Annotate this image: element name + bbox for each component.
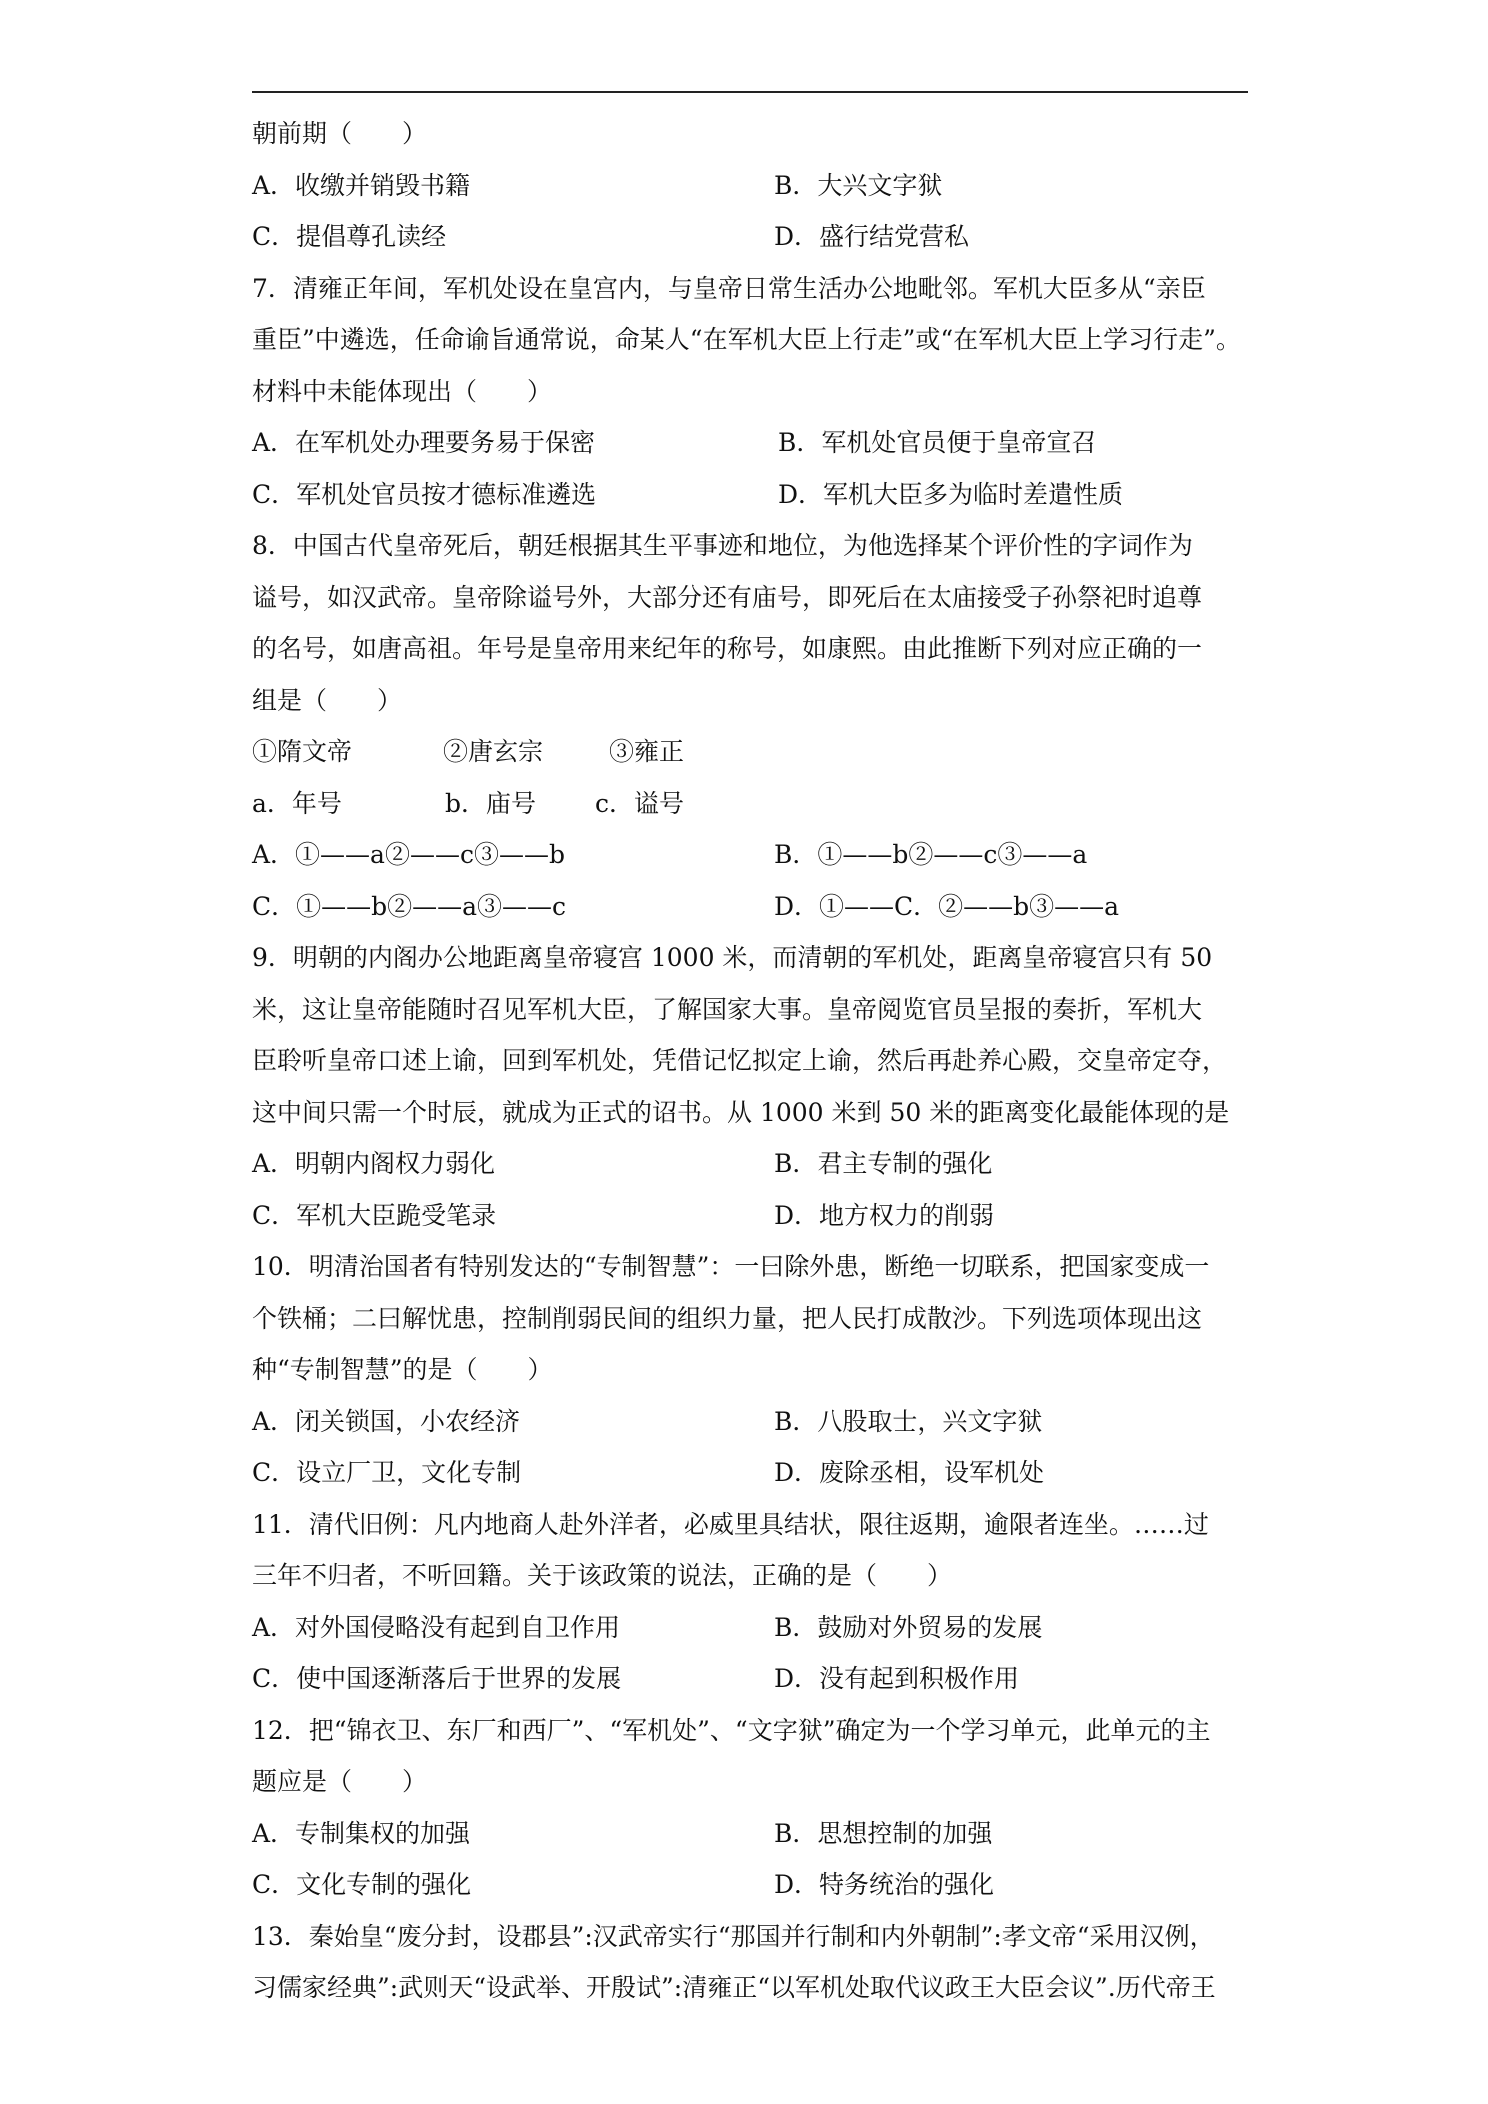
q7-stem-line-2: 重臣”中遴选，任命谕旨通常说，命某人“在军机大臣上行走”或“在军机大臣上学习行走”。 <box>252 325 1241 354</box>
q8-options-row-2 <box>252 881 1252 933</box>
q8-types-row <box>252 778 1252 830</box>
q10-options-row-2 <box>252 1447 1252 1499</box>
q7-option-c[interactable]: C．军机处官员按才德标准遴选 <box>252 479 597 509</box>
q8-items-row <box>252 726 1252 778</box>
q7-option-d[interactable]: D．军机大臣多为临时差遣性质 <box>778 479 1124 509</box>
q8-options-row-1 <box>252 829 1252 881</box>
q11-stem-line-1: 11．清代旧例：凡内地商人赴外洋者，必威里具结状，限往返期，逾限者连坐。……过 <box>252 1509 1209 1539</box>
q12-option-a[interactable]: A．专制集权的加强 <box>252 1818 471 1848</box>
q8-type-c: c．谥号 <box>595 788 685 818</box>
q8-item-2: ②唐玄宗 <box>443 737 544 766</box>
q6-options-row-1 <box>252 160 1252 212</box>
q10-option-c[interactable]: C．设立厂卫，文化专制 <box>252 1458 522 1487</box>
q10-stem-line-1: 10．明清治国者有特别发达的“专制智慧”：一曰除外患，断绝一切联系，把国家变成一 <box>252 1252 1210 1281</box>
q10-stem-line-2: 个铁桶；二曰解忧患，控制削弱民间的组织力量，把人民打成散沙。下列选项体现出这 <box>252 1303 1203 1333</box>
q9-option-a[interactable]: A．明朝内阁权力弱化 <box>252 1149 496 1178</box>
q10-option-a[interactable]: A．闭关锁国，小农经济 <box>252 1406 521 1436</box>
q6-option-b[interactable]: B．大兴文字狱 <box>774 170 943 200</box>
q9-stem-line-1: 9．明朝的内阁办公地距离皇帝寝宫 1000 米，而清朝的军机处，距离皇帝寝宫只有 50 <box>252 943 1213 972</box>
q11-stem-line-2: 三年不归者，不听回籍。关于该政策的说法，正确的是（ ） <box>252 1561 953 1590</box>
q12-options-row-2 <box>252 1859 1252 1911</box>
q12-stem-line-2: 题应是（ ） <box>252 1767 428 1796</box>
q13-stem-line-1: 13．秦始皇“废分封，设郡县”:汉武帝实行“那国并行制和内外朝制”:孝文帝“采用汉例， <box>252 1921 1215 1951</box>
q7-stem-line-1: 7．清雍正年间，军机处设在皇宫内，与皇帝日常生活办公地毗邻。军机大臣多从“亲臣 <box>252 273 1206 303</box>
header-rule <box>252 91 1248 93</box>
q11-options-row-2 <box>252 1653 1252 1705</box>
q10-stem-line-3: 种“专制智慧”的是（ ） <box>252 1355 553 1384</box>
q8-option-c[interactable]: C．①——b②——a③——c <box>252 891 567 921</box>
q8-stem-line-1: 8．中国古代皇帝死后，朝廷根据其生平事迹和地位，为他选择某个评价性的字词作为 <box>252 531 1193 560</box>
q9-stem-line-4: 这中间只需一个时辰，就成为正式的诏书。从 1000 米到 50 米的距离变化最能体现的是 <box>252 1097 1230 1127</box>
q11-options-row-1 <box>252 1602 1252 1654</box>
q8-item-1: ①隋文帝 <box>252 737 353 766</box>
q8-option-d[interactable]: D．①——C．②——b③——a <box>774 891 1120 921</box>
q9-option-c[interactable]: C．军机大臣跪受笔录 <box>252 1200 497 1230</box>
q12-option-c[interactable]: C．文化专制的强化 <box>252 1870 472 1899</box>
q10-option-d[interactable]: D．废除丞相，设军机处 <box>774 1458 1045 1487</box>
q8-stem-line-3: 的名号，如唐高祖。年号是皇帝用来纪年的称号，如康熙。由此推断下列对应正确的一 <box>252 634 1203 663</box>
q6-options-row-2 <box>252 211 1252 263</box>
q7-stem-line-3: 材料中未能体现出（ ） <box>252 376 553 406</box>
q12-options-row-1 <box>252 1808 1252 1860</box>
q6-stem-continuation: 朝前期（ ） <box>252 119 428 148</box>
q8-type-b: b．庙号 <box>445 788 537 818</box>
q7-options-row-1 <box>252 417 1252 469</box>
q11-option-d[interactable]: D．没有起到积极作用 <box>774 1664 1020 1693</box>
q8-item-3: ③雍正 <box>609 737 685 766</box>
q10-option-b[interactable]: B．八股取士，兴文字狱 <box>774 1406 1043 1436</box>
q12-stem-line-1: 12．把“锦衣卫、东厂和西厂”、“军机处”、“文字狱”确定为一个学习单元，此单元的主 <box>252 1715 1211 1745</box>
q6-option-d[interactable]: D．盛行结党营私 <box>774 222 970 251</box>
q8-type-a: a．年号 <box>252 788 342 818</box>
q8-stem-line-2: 谥号，如汉武帝。皇帝除谥号外，大部分还有庙号，即死后在太庙接受子孙祭祀时追尊 <box>252 582 1203 612</box>
q9-stem-line-3: 臣聆听皇帝口述上谕，回到军机处，凭借记忆拟定上谕，然后再赴养心殿，交皇帝定夺， <box>252 1046 1228 1075</box>
q9-options-row-2 <box>252 1190 1252 1242</box>
q10-options-row-1 <box>252 1396 1252 1448</box>
exam-page <box>252 108 1252 2014</box>
q13-stem-line-2: 习儒家经典”:武则天“设武举、开殷试”:清雍正“以军机处取代议政王大臣会议”.历代帝王 <box>252 1973 1216 2002</box>
q6-option-c[interactable]: C．提倡尊孔读经 <box>252 222 447 251</box>
q6-option-a[interactable]: A．收缴并销毁书籍 <box>252 170 471 200</box>
q9-option-b[interactable]: B．君主专制的强化 <box>774 1149 993 1178</box>
q12-option-d[interactable]: D．特务统治的强化 <box>774 1870 995 1899</box>
q8-stem-line-4: 组是（ ） <box>252 685 403 715</box>
q9-stem-line-2: 米，这让皇帝能随时召见军机大臣，了解国家大事。皇帝阅览官员呈报的奏折，军机大 <box>252 994 1203 1024</box>
q11-option-a[interactable]: A．对外国侵略没有起到自卫作用 <box>252 1612 621 1642</box>
q11-option-c[interactable]: C．使中国逐渐落后于世界的发展 <box>252 1664 622 1693</box>
q9-options-row-1 <box>252 1138 1252 1190</box>
q7-option-b[interactable]: B．军机处官员便于皇帝宣召 <box>778 428 1097 457</box>
q12-option-b[interactable]: B．思想控制的加强 <box>774 1818 993 1848</box>
q11-option-b[interactable]: B．鼓励对外贸易的发展 <box>774 1612 1043 1642</box>
q8-option-a[interactable]: A．①——a②——c③——b <box>252 840 565 869</box>
q8-option-b[interactable]: B．①——b②——c③——a <box>774 840 1088 869</box>
q7-options-row-2 <box>252 469 1252 521</box>
q7-option-a[interactable]: A．在军机处办理要务易于保密 <box>252 428 596 457</box>
q9-option-d[interactable]: D．地方权力的削弱 <box>774 1200 995 1230</box>
